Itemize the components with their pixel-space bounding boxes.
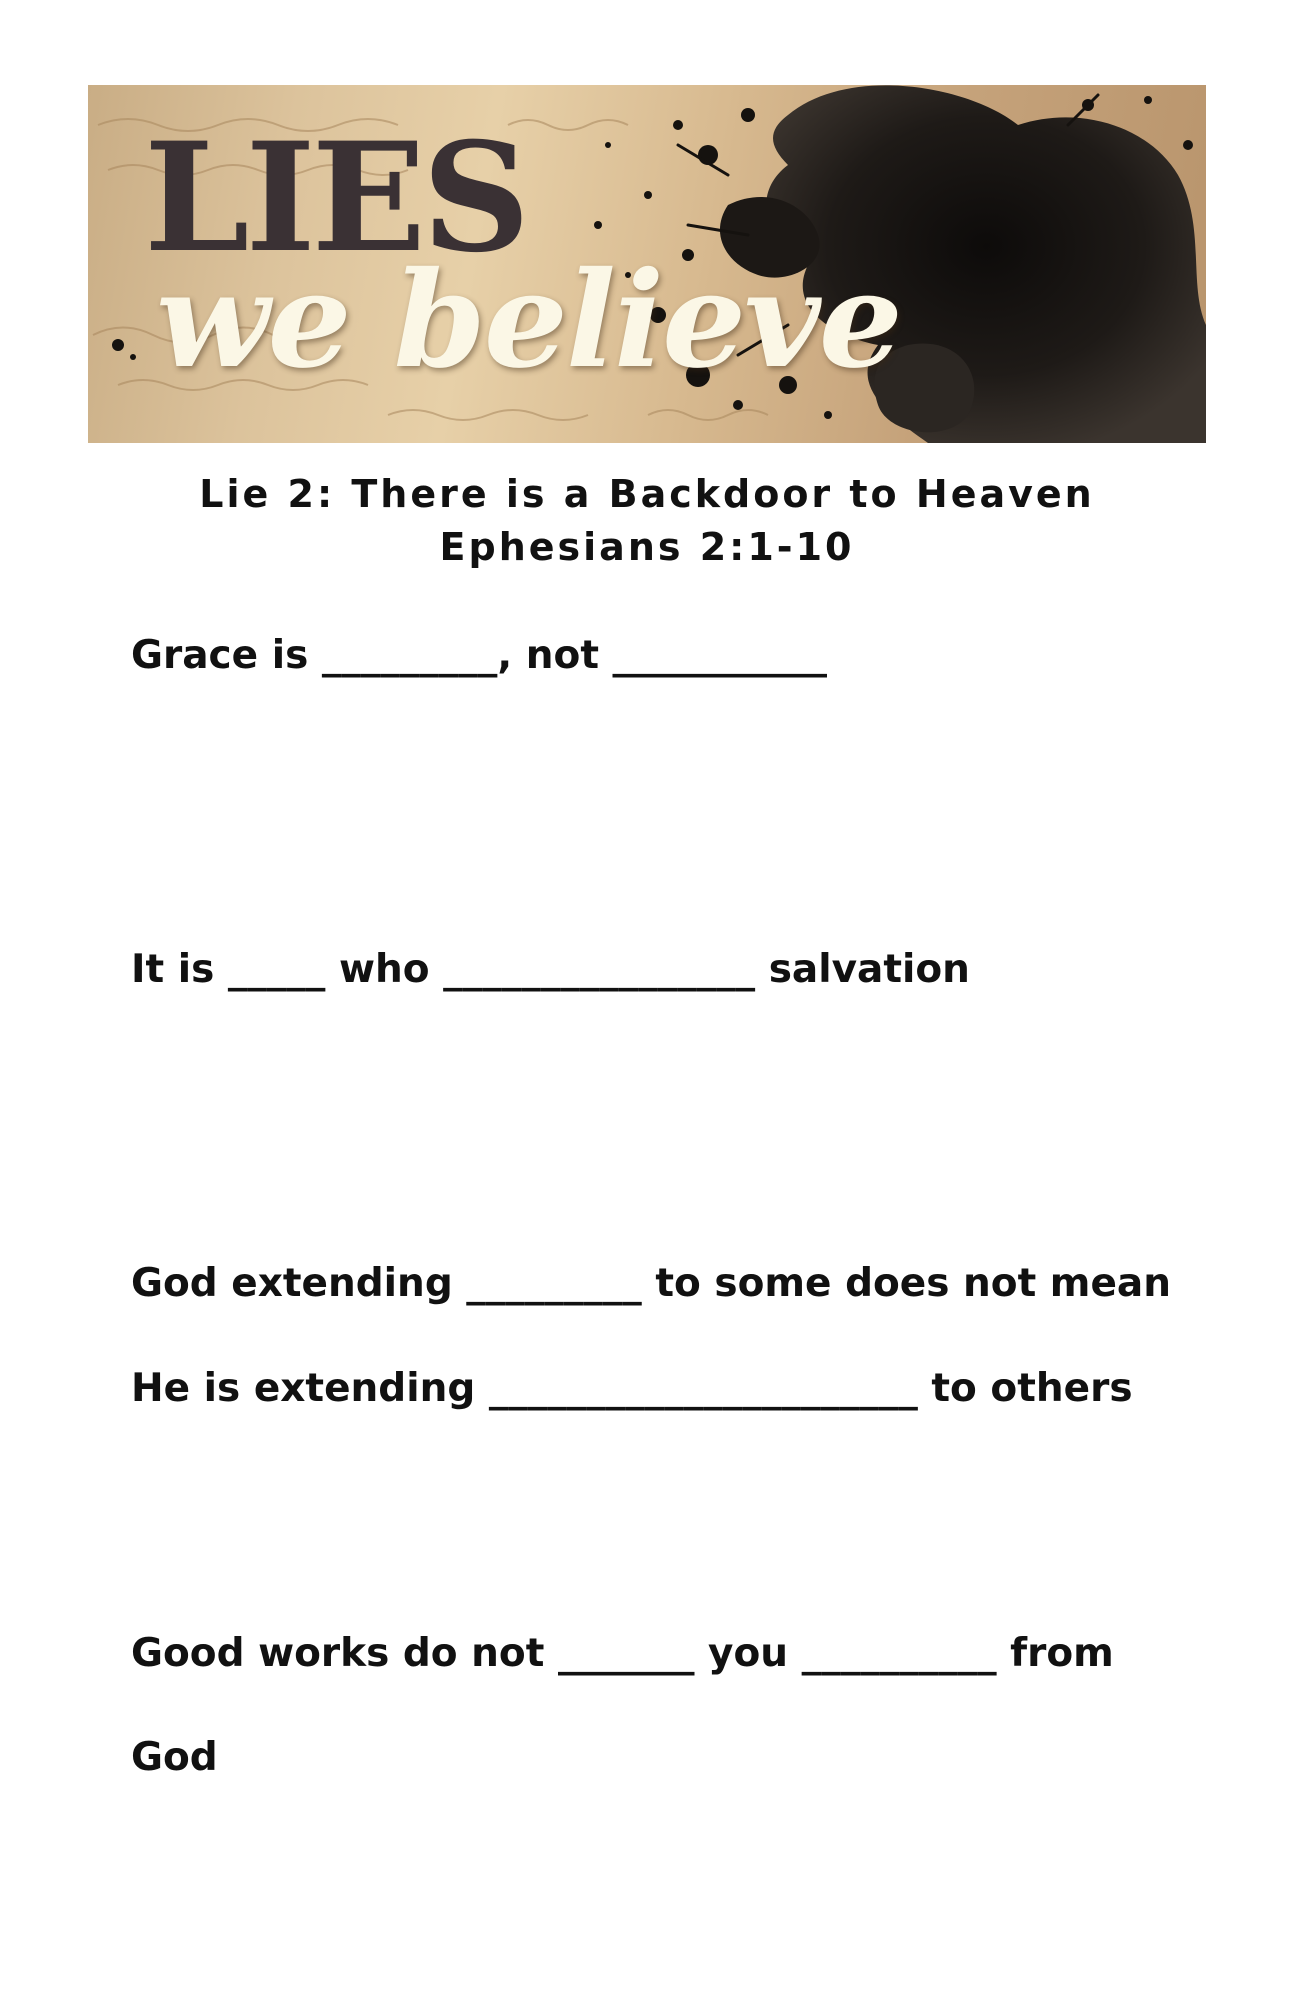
series-banner: [88, 85, 1206, 443]
fill-in-line-god: God: [131, 1735, 218, 1780]
fill-in-line-others: He is extending ______________________ to others: [131, 1366, 1133, 1411]
lesson-title: Lie 2: There is a Backdoor to Heaven: [199, 472, 1095, 516]
fill-in-line-salvation: It is _____ who ________________ salvation: [131, 947, 970, 992]
series-title-lies: LIES: [144, 110, 527, 286]
series-title-script: we believe: [156, 243, 901, 398]
fill-in-line-extending: God extending _________ to some does not mean: [131, 1261, 1171, 1306]
fill-in-line-good-works: Good works do not _______ you __________ from: [131, 1631, 1114, 1676]
fill-in-line-grace: Grace is _________, not ___________: [131, 633, 828, 678]
scripture-reference: Ephesians 2:1-10: [439, 525, 855, 569]
